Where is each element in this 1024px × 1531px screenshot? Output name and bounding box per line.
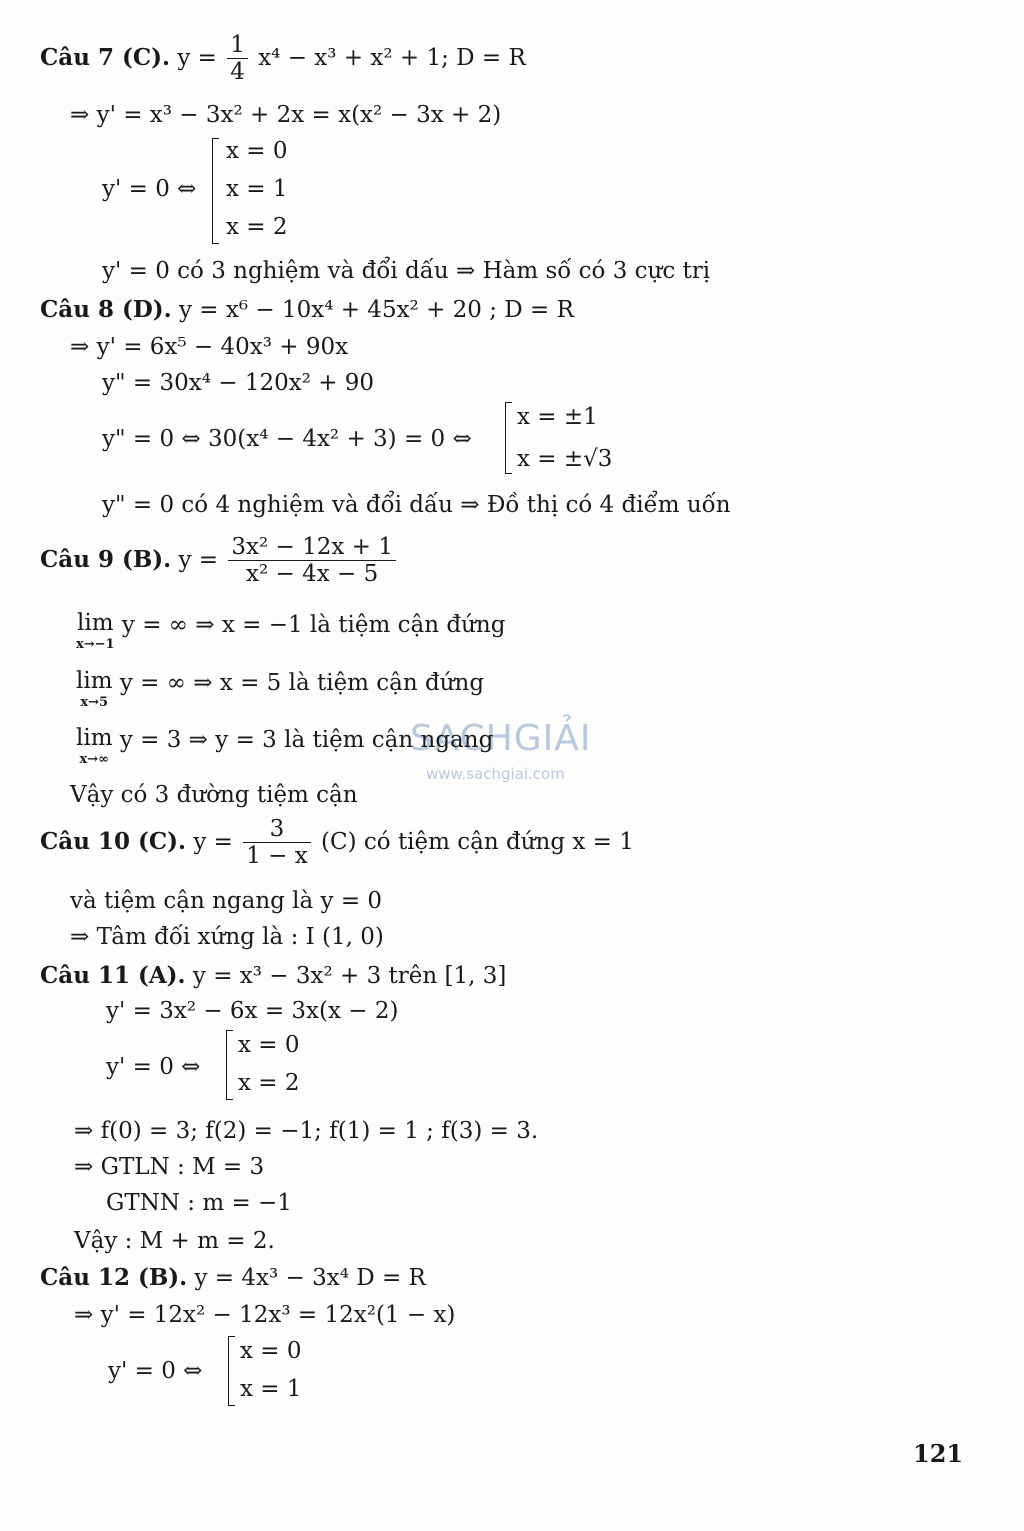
- c11-eq: y = x³ − 3x² + 3 trên [1, 3]: [192, 963, 507, 989]
- c9-lim-sub-3: x→∞: [79, 752, 109, 767]
- c9-lim-word-3: lim: [76, 725, 113, 751]
- c9-lim-text-1: y = ∞ ⇒ x = −1 là tiệm cận đứng: [121, 612, 506, 638]
- c11-bracket: [226, 1030, 233, 1100]
- c7-frac-num: 1: [227, 32, 248, 59]
- c7-sol-3: x = 2: [226, 214, 288, 240]
- c11-max: ⇒ GTLN : M = 3: [74, 1154, 265, 1180]
- c8-eq: y = x⁶ − 10x⁴ + 45x² + 20 ; D = R: [178, 297, 574, 323]
- c12-solution-system: [228, 1336, 328, 1408]
- c7-derivative: ⇒ y' = x³ − 3x² + 2x = x(x² − 3x + 2): [70, 102, 502, 128]
- c9-conclusion: Vậy có 3 đường tiệm cận: [70, 782, 358, 808]
- c9-limit-2: [76, 670, 484, 709]
- c10-line-3: ⇒ Tâm đối xứng là : I (1, 0): [70, 924, 384, 950]
- c7-fraction: [227, 32, 248, 86]
- c8-solution-system: [505, 402, 635, 476]
- c9-lim-sub-2: x→5: [80, 695, 109, 710]
- c8-label: Câu 8 (D).: [40, 296, 172, 323]
- c11-sol-2: x = 2: [238, 1070, 300, 1096]
- c9-limit-1: [76, 612, 505, 651]
- c11-min: GTNN : m = −1: [106, 1190, 292, 1216]
- c10-eq-pre: y =: [193, 828, 233, 855]
- c8-sol-1: x = ±1: [517, 404, 598, 430]
- watermark-brand: SACHGIẢI: [410, 718, 592, 759]
- c7-sol-2: x = 1: [226, 176, 288, 202]
- c10-line-2: và tiệm cận ngang là y = 0: [70, 888, 383, 914]
- c9-frac-num: 3x² − 12x + 1: [228, 534, 395, 561]
- c11-derivative: y' = 3x² − 6x = 3x(x − 2): [106, 998, 399, 1024]
- c8-header: [40, 298, 574, 322]
- c12-header: [40, 1266, 426, 1290]
- c7-label: Câu 7 (C).: [40, 43, 171, 71]
- c12-label: Câu 12 (B).: [40, 1264, 188, 1291]
- c9-header: [40, 534, 399, 588]
- c12-sol-1: x = 0: [240, 1338, 302, 1364]
- c12-condition: y' = 0 ⇔: [108, 1358, 203, 1384]
- c9-lim-word-1: lim: [77, 610, 114, 636]
- c11-sol-1: x = 0: [238, 1032, 300, 1058]
- c11-label: Câu 11 (A).: [40, 962, 186, 989]
- c11-conclusion: Vậy : M + m = 2.: [74, 1228, 275, 1254]
- c12-sol-2: x = 1: [240, 1376, 302, 1402]
- c8-bracket: [505, 402, 512, 474]
- c7-eq-post: x⁴ − x³ + x² + 1; D = R: [258, 44, 526, 71]
- c7-solution-system: [212, 138, 332, 244]
- c11-header: [40, 964, 506, 988]
- c8-derivative-1: ⇒ y' = 6x⁵ − 40x³ + 90x: [70, 334, 349, 360]
- c8-conclusion: y" = 0 có 4 nghiệm và đổi dấu ⇒ Đồ thị có 4 điểm uốn: [102, 492, 731, 518]
- c10-label: Câu 10 (C).: [40, 827, 187, 855]
- c11-values: ⇒ f(0) = 3; f(2) = −1; f(1) = 1 ; f(3) = 3.: [74, 1118, 539, 1144]
- c11-solution-system: [226, 1030, 326, 1102]
- c7-header: [40, 32, 526, 86]
- c7-frac-den: 4: [230, 59, 245, 86]
- c7-sol-1: x = 0: [226, 138, 288, 164]
- c9-lim-text-2: y = ∞ ⇒ x = 5 là tiệm cận đứng: [119, 670, 485, 696]
- c12-eq: y = 4x³ − 3x⁴ D = R: [194, 1265, 426, 1291]
- c10-frac-den: 1 − x: [246, 843, 308, 870]
- c11-condition: y' = 0 ⇔: [106, 1054, 201, 1080]
- page-number: 121: [913, 1439, 964, 1468]
- c9-frac-den: x² − 4x − 5: [246, 561, 379, 588]
- c9-label: Câu 9 (B).: [40, 545, 172, 573]
- c9-lim-word-2: lim: [76, 668, 113, 694]
- c12-bracket: [228, 1336, 235, 1406]
- c10-eq-post: (C) có tiệm cận đứng x = 1: [321, 828, 634, 855]
- c7-bracket: [212, 138, 219, 244]
- c10-fraction: [243, 816, 311, 870]
- watermark-url: www.sachgiai.com: [426, 765, 565, 783]
- c9-lim-text-3: y = 3 ⇒ y = 3 là tiệm cận ngang: [119, 727, 494, 753]
- c9-limit-3: [76, 727, 493, 766]
- c8-condition: y" = 0 ⇔ 30(x⁴ − 4x² + 3) = 0 ⇔: [102, 426, 472, 452]
- c10-frac-num: 3: [243, 816, 311, 843]
- c9-eq-pre: y =: [178, 546, 219, 573]
- c7-conclusion: y' = 0 có 3 nghiệm và đổi dấu ⇒ Hàm số có 3 cực trị: [102, 258, 711, 284]
- c7-eq-pre: y =: [177, 44, 217, 71]
- c9-fraction: [228, 534, 395, 588]
- c12-derivative: ⇒ y' = 12x² − 12x³ = 12x²(1 − x): [74, 1302, 456, 1328]
- c9-lim-sub-1: x→−1: [76, 637, 115, 652]
- c7-condition: y' = 0 ⇔: [102, 176, 197, 202]
- c8-derivative-2: y" = 30x⁴ − 120x² + 90: [102, 370, 375, 396]
- c10-header: [40, 816, 634, 870]
- c8-sol-2: x = ±√3: [517, 446, 613, 472]
